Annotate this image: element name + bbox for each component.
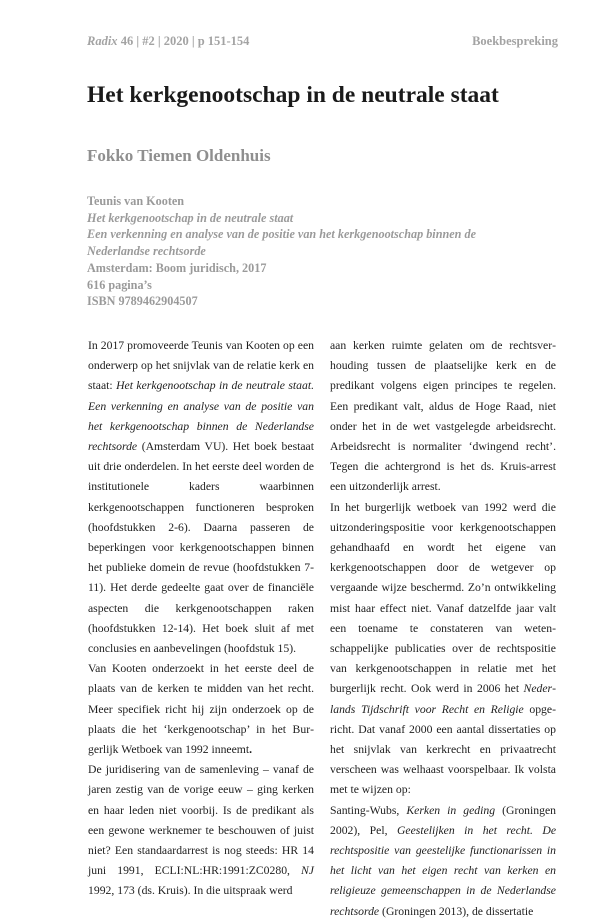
paragraph: Santing-Wubs, Kerken in geding (Groningen 2002), Pel, Geestelijken in het recht. De rechtspositie van geestelijke functionarissen in het licht van het eigen recht van kerken en religieuze gemeenschappen in de Nederlandse rechtsorde (Groningen 2013), de dissertatie [330,803,557,918]
paragraph: Van Kooten onderzoekt in het eerste deel de plaats van de kerken te midden van het recht. Meer specifiek richt hij zijn onderzoek op de plaats die het ‘kerkgenootschap’ in het Burgerlijk Wetboek van 1992 inneemt. [88,662,314,757]
body-column-right [330,336,556,922]
book-title: Het kerkgenootschap in de neutrale staat [87,210,294,225]
book-pages: 616 pagina’s [87,277,152,292]
journal-citation [87,34,249,49]
book-subtitle-line-1: Een verkenning en analyse van de positie van het kerkgenootschap binnen de [87,227,476,242]
journal-name: Radix [87,34,118,48]
paragraph: In het burgerlijk wetboek van 1992 werd die uitzonderingspositie voor kerkgenootschappen gehandhaafd en wordt het eigene van kerkgenootschappen door de wetgever op vergaande wijze beschermd. Zo’n ontwikkeling mist haar effect niet. Vanaf datzelfde jaar valt een toename te constateren van wetenschappelijke publicaties over de rechtspositie van kerkgenootschappen in relatie met het burgerlijk recht. Ook werd in 2006 het Nederlands Tijdschrift voor Recht en Religie opgericht. Dat vanaf 2000 een aantal dissertaties op het snijvlak van kerkrecht en privaatrecht verscheen was welhaast voorspelbaar. Ik volsta met te wijzen op: [330,500,556,797]
journal-title-inline: Nederlands Tijdschrift voor Recht en Religie [330,682,556,716]
issue-pages: 46 | #2 | 2020 | p 151-154 [120,34,250,48]
body-column-left [88,336,314,902]
paragraph: aan kerken ruimte gelaten om de rechtsverhouding tussen de plaatselijke kerk en de predikant volgens eigen principes te regelen. Een predikant valt, aldus de Hoge Raad, niet onder het in de wet vastgelegde arbeidsrecht. Arbeidsrecht is normaliter ‘dwingend recht’. Tegen die achtergrond is het ds. Kruis-arrest een uitzonderlijk arrest. [330,339,556,494]
book-author: Teunis van Kooten [87,194,185,208]
book-publisher: Amsterdam: Boom juridisch, 2017 [87,260,267,275]
section-label: Boekbespreking [472,34,558,48]
book-details [87,193,547,310]
article-title: Het kerkgenootschap in de neutrale staat [87,82,499,108]
paragraph: In 2017 promoveerde Teunis van Kooten op een onderwerp op het snijvlak van de relatie kerk en staat: Het kerkgenootschap in de neutrale staat. Een verkenning en analyse van de positie van het kerkgenootschap binnen de Nederlandse rechtsorde (Amsterdam VU). Het boek bestaat uit drie onderdelen. In het eerste deel worden de institutionele kaders waarbinnen kerkgenootschappen functioneren besproken (hoofdstukken 2-6). Daarna passeren de beperkingen voor kerkgenootschappen binnen het publieke domein de revue (hoofdstukken 7-11). Het derde gedeelte gaat over de financiële aspecten die kerkgenootschappen raken (hoofdstukken 12-14). Het boek sluit af met conclusies en aanbevelingen (hoofdstuk 15). [88,339,314,656]
running-header [87,34,558,52]
reviewer-name: Fokko Tiemen Oldenhuis [87,146,271,165]
paragraph: De juridisering van de samenleving – vanaf de jaren zestig van de vorige eeuw – ging kerken en haar leden niet voorbij. Is de predikant als een gewone werknemer te beschouwen of juist niet? Een standaardarrest is nog steeds: HR 14 juni 1991, ECLI:NL:HR:1991:ZC0280, NJ 1992, 173 (ds. Kruis). In die uitspraak werd [88,763,314,898]
book-title-inline: Het kerkgenootschap in de neutrale staat. Een verkenning en analyse van de positie van het kerkgenootschap binnen de Nederlandse rechtsorde [88,379,314,454]
book-subtitle-line-2: Nederlandse rechtsorde [87,244,206,259]
book-isbn: ISBN 9789462904507 [87,294,198,309]
